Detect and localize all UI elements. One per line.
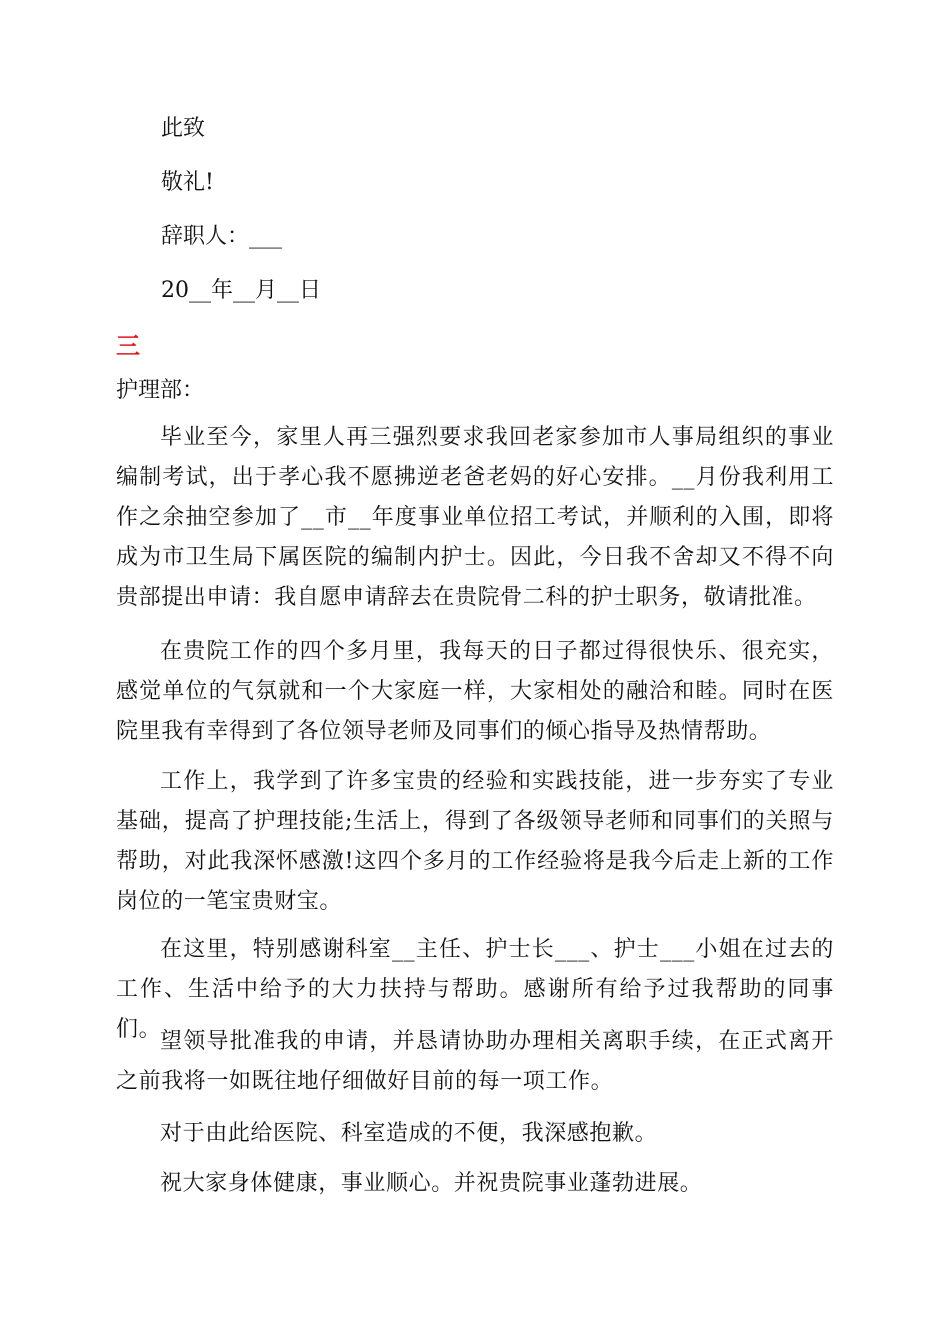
salutation: 护理部： — [116, 378, 205, 403]
paragraph: 毕业至今，家里人再三强烈要求我回老家参加市人事局组织的事业编制考试，出于孝心我不愿拂逆老爸老妈的好心安排。__月份我利用工作之余抽空参加了__市__年度事业单位招工考试，并顺利的入围，即将成为市卫生局下属医院的编制内护士。因此，今日我不舍却又不得不向贵部提出申请：我自愿申请辞去在贵院骨二科的护士职务，敬请批准。 — [116, 425, 834, 610]
closing-line-jingli: 敬礼! — [161, 170, 214, 195]
paragraph: 在贵院工作的四个多月里，我每天的日子都过得很快乐、很充实，感觉单位的气氛就和一个大家庭一样，大家相处的融洽和睦。同时在医院里我有幸得到了各位领导老师及同事们的倾心指导及热情帮助。 — [116, 639, 834, 744]
resigner-line: 辞职人：___ — [161, 224, 283, 249]
paragraph: 工作上，我学到了许多宝贵的经验和实践技能，进一步夯实了专业基础，提高了护理技能;生活上，得到了各级领导老师和同事们的关照与帮助，对此我深怀感激!这四个多月的工作经验将是我今后走上新的工作岗位的一笔宝贵财宝。 — [116, 769, 834, 914]
paragraph: 对于由此给医院、科室造成的不便，我深感抱歉。 — [160, 1121, 658, 1146]
paragraph: 祝大家身体健康，事业顺心。并祝贵院事业蓬勃进展。 — [160, 1171, 703, 1196]
paragraph: 在这里，特别感谢科室__主任、护士长___、护士___小姐在过去的工作、生活中给予的大力扶持与帮助。感谢所有给予过我帮助的同事们。 — [116, 937, 834, 1042]
section-heading: 三 — [116, 332, 140, 360]
paragraph: 望领导批准我的申请，并恳请协助办理相关离职手续，在正式离开之前我将一如既往地仔细做好目前的每一项工作。 — [116, 1029, 834, 1094]
date-line: 20__年__月__日 — [161, 278, 321, 303]
closing-line-cizhi: 此致 — [161, 116, 206, 141]
